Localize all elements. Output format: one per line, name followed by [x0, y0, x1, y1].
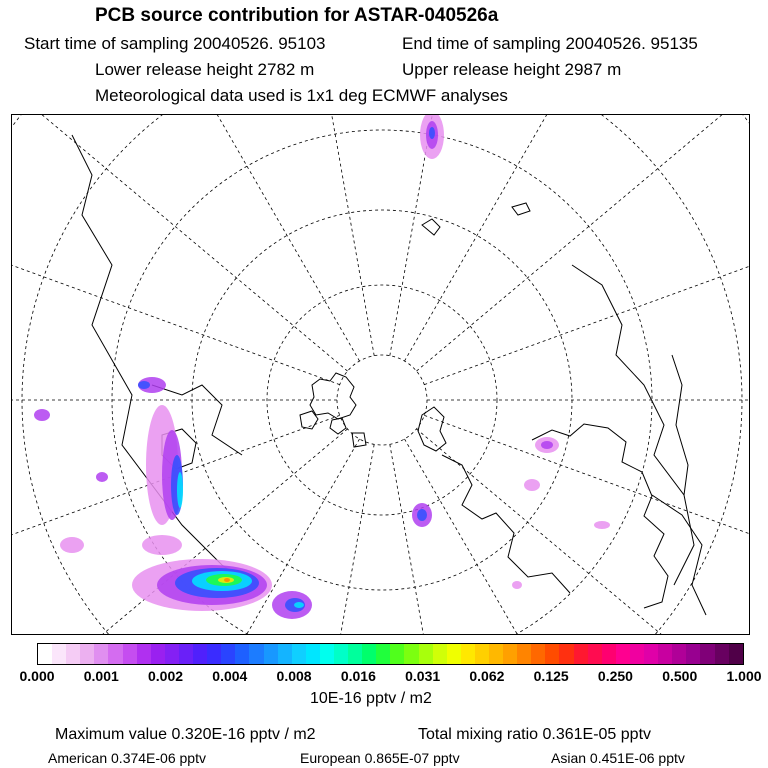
color-scale-cell — [489, 644, 503, 664]
plume-blob — [177, 472, 183, 508]
color-scale-cell — [686, 644, 700, 664]
plume-blob — [60, 537, 84, 553]
meridian-line — [390, 444, 504, 635]
color-scale-cell — [362, 644, 376, 664]
european-contribution-label: European 0.865E-07 pptv — [300, 750, 460, 766]
latitude-circle — [12, 115, 750, 635]
color-scale-cell — [729, 644, 743, 664]
plume-blob — [96, 472, 108, 482]
greenland-coastline — [310, 373, 356, 419]
meridians — [12, 115, 750, 635]
meridian-line — [416, 429, 750, 635]
color-scale-tick-label: 0.000 — [19, 668, 55, 684]
start-time-label: Start time of sampling 20040526. 95103 — [24, 34, 326, 53]
plume-blob — [541, 441, 553, 449]
small-island-coastline — [512, 203, 530, 215]
maximum-value-label: Maximum value 0.320E-16 pptv / m2 — [55, 726, 316, 743]
color-scale-cell — [108, 644, 122, 664]
color-scale-cell — [334, 644, 348, 664]
color-scale-tick-label: 0.031 — [405, 668, 441, 684]
pcb-plume-field — [34, 115, 610, 619]
color-scale-cell — [320, 644, 334, 664]
color-scale-cell — [588, 644, 602, 664]
meridian-line — [424, 415, 750, 635]
asian-contribution-label: Asian 0.451E-06 pptv — [551, 750, 685, 766]
polar-map — [12, 115, 750, 635]
color-scale-cell — [151, 644, 165, 664]
color-scale-cell — [630, 644, 644, 664]
graticule — [12, 115, 750, 635]
color-scale-cell — [517, 644, 531, 664]
latitude-circle — [192, 210, 572, 590]
color-scale-tick-label: 0.125 — [533, 668, 569, 684]
color-scale-cell — [447, 644, 461, 664]
color-scale-tick-label: 1.000 — [726, 668, 762, 684]
plume-blob — [294, 602, 304, 608]
color-scale-tick-label: 0.002 — [148, 668, 184, 684]
color-scale-cell — [404, 644, 418, 664]
color-scale-cell — [80, 644, 94, 664]
color-scale-cell — [559, 644, 573, 664]
color-scale-bar — [37, 643, 744, 665]
color-scale-cell — [137, 644, 151, 664]
color-scale-cell — [249, 644, 263, 664]
map-panel — [11, 114, 750, 635]
color-scale-cell — [165, 644, 179, 664]
total-mixing-ratio-label: Total mixing ratio 0.361E-05 pptv — [418, 726, 652, 743]
color-scale-cell — [94, 644, 108, 664]
meridian-line — [32, 115, 360, 361]
svalbard-coastline — [422, 219, 440, 235]
color-scale-cell — [179, 644, 193, 664]
color-scale-cell — [475, 644, 489, 664]
color-scale-tick-label: 0.004 — [212, 668, 248, 684]
color-scale-tick-label: 0.016 — [340, 668, 376, 684]
color-scale-cell — [574, 644, 588, 664]
meridian-line — [12, 161, 340, 385]
end-time-label: End time of sampling 20040526. 95135 — [402, 34, 698, 53]
color-scale-cell — [700, 644, 714, 664]
meridian-line — [405, 439, 733, 635]
plume-blob — [417, 509, 427, 521]
color-scale-tick-label: 0.500 — [662, 668, 698, 684]
plume-blob — [512, 581, 522, 589]
color-scale-tick-label: 0.062 — [469, 668, 505, 684]
color-scale-cell — [602, 644, 616, 664]
scandinavia-coastline — [418, 407, 446, 451]
plume-blob — [594, 521, 610, 529]
color-scale-cell — [545, 644, 559, 664]
color-scale-cell — [616, 644, 630, 664]
meridian-line — [12, 115, 348, 371]
color-scale-cell — [52, 644, 66, 664]
color-scale-cell — [658, 644, 672, 664]
color-scale-cell — [207, 644, 221, 664]
color-scale-cell — [123, 644, 137, 664]
color-scale-cell — [433, 644, 447, 664]
color-scale-tick-label: 0.001 — [83, 668, 119, 684]
color-scale-cell — [644, 644, 658, 664]
color-scale-cell — [390, 644, 404, 664]
color-scale-cell — [376, 644, 390, 664]
plume-blob — [429, 127, 435, 139]
color-scale-cell — [503, 644, 517, 664]
color-scale-cell — [66, 644, 80, 664]
lower-release-height-label: Lower release height 2782 m — [95, 60, 315, 79]
color-scale-cell — [672, 644, 686, 664]
meridian-line — [424, 161, 750, 385]
color-scale-cell — [278, 644, 292, 664]
meridian-line — [390, 115, 504, 356]
latitude-circle — [337, 355, 427, 445]
meridian-line — [405, 115, 733, 361]
meteorological-data-label: Meteorological data used is 1x1 deg ECMWF analyses — [95, 86, 508, 105]
plume-blob — [524, 479, 540, 491]
color-scale-cell — [715, 644, 729, 664]
color-scale-cell — [306, 644, 320, 664]
east-asia-coastline — [652, 495, 706, 615]
color-scale-tick-label: 0.250 — [597, 668, 633, 684]
color-scale-cell — [348, 644, 362, 664]
japan-coastline — [672, 355, 688, 495]
meridian-line — [416, 115, 750, 371]
color-scale-cell — [264, 644, 278, 664]
color-scale-cell — [38, 644, 52, 664]
color-scale-cell — [531, 644, 545, 664]
color-scale-cell — [193, 644, 207, 664]
map-title: PCB source contribution for ASTAR-040526a — [95, 5, 499, 26]
color-scale-cell — [419, 644, 433, 664]
color-scale-cell — [461, 644, 475, 664]
american-contribution-label: American 0.374E-06 pptv — [48, 750, 206, 766]
color-scale-cell — [292, 644, 306, 664]
plume-blob — [138, 381, 150, 389]
plume-blob — [34, 409, 50, 421]
latitude-circle — [267, 285, 497, 515]
color-scale-cell — [221, 644, 235, 664]
color-scale-unit-label: 10E-16 pptv / m2 — [310, 690, 432, 707]
color-scale-cell — [235, 644, 249, 664]
plume-blob — [224, 578, 230, 582]
upper-release-height-label: Upper release height 2987 m — [402, 60, 622, 79]
color-scale-tick-label: 0.008 — [276, 668, 312, 684]
plume-blob — [142, 535, 182, 555]
